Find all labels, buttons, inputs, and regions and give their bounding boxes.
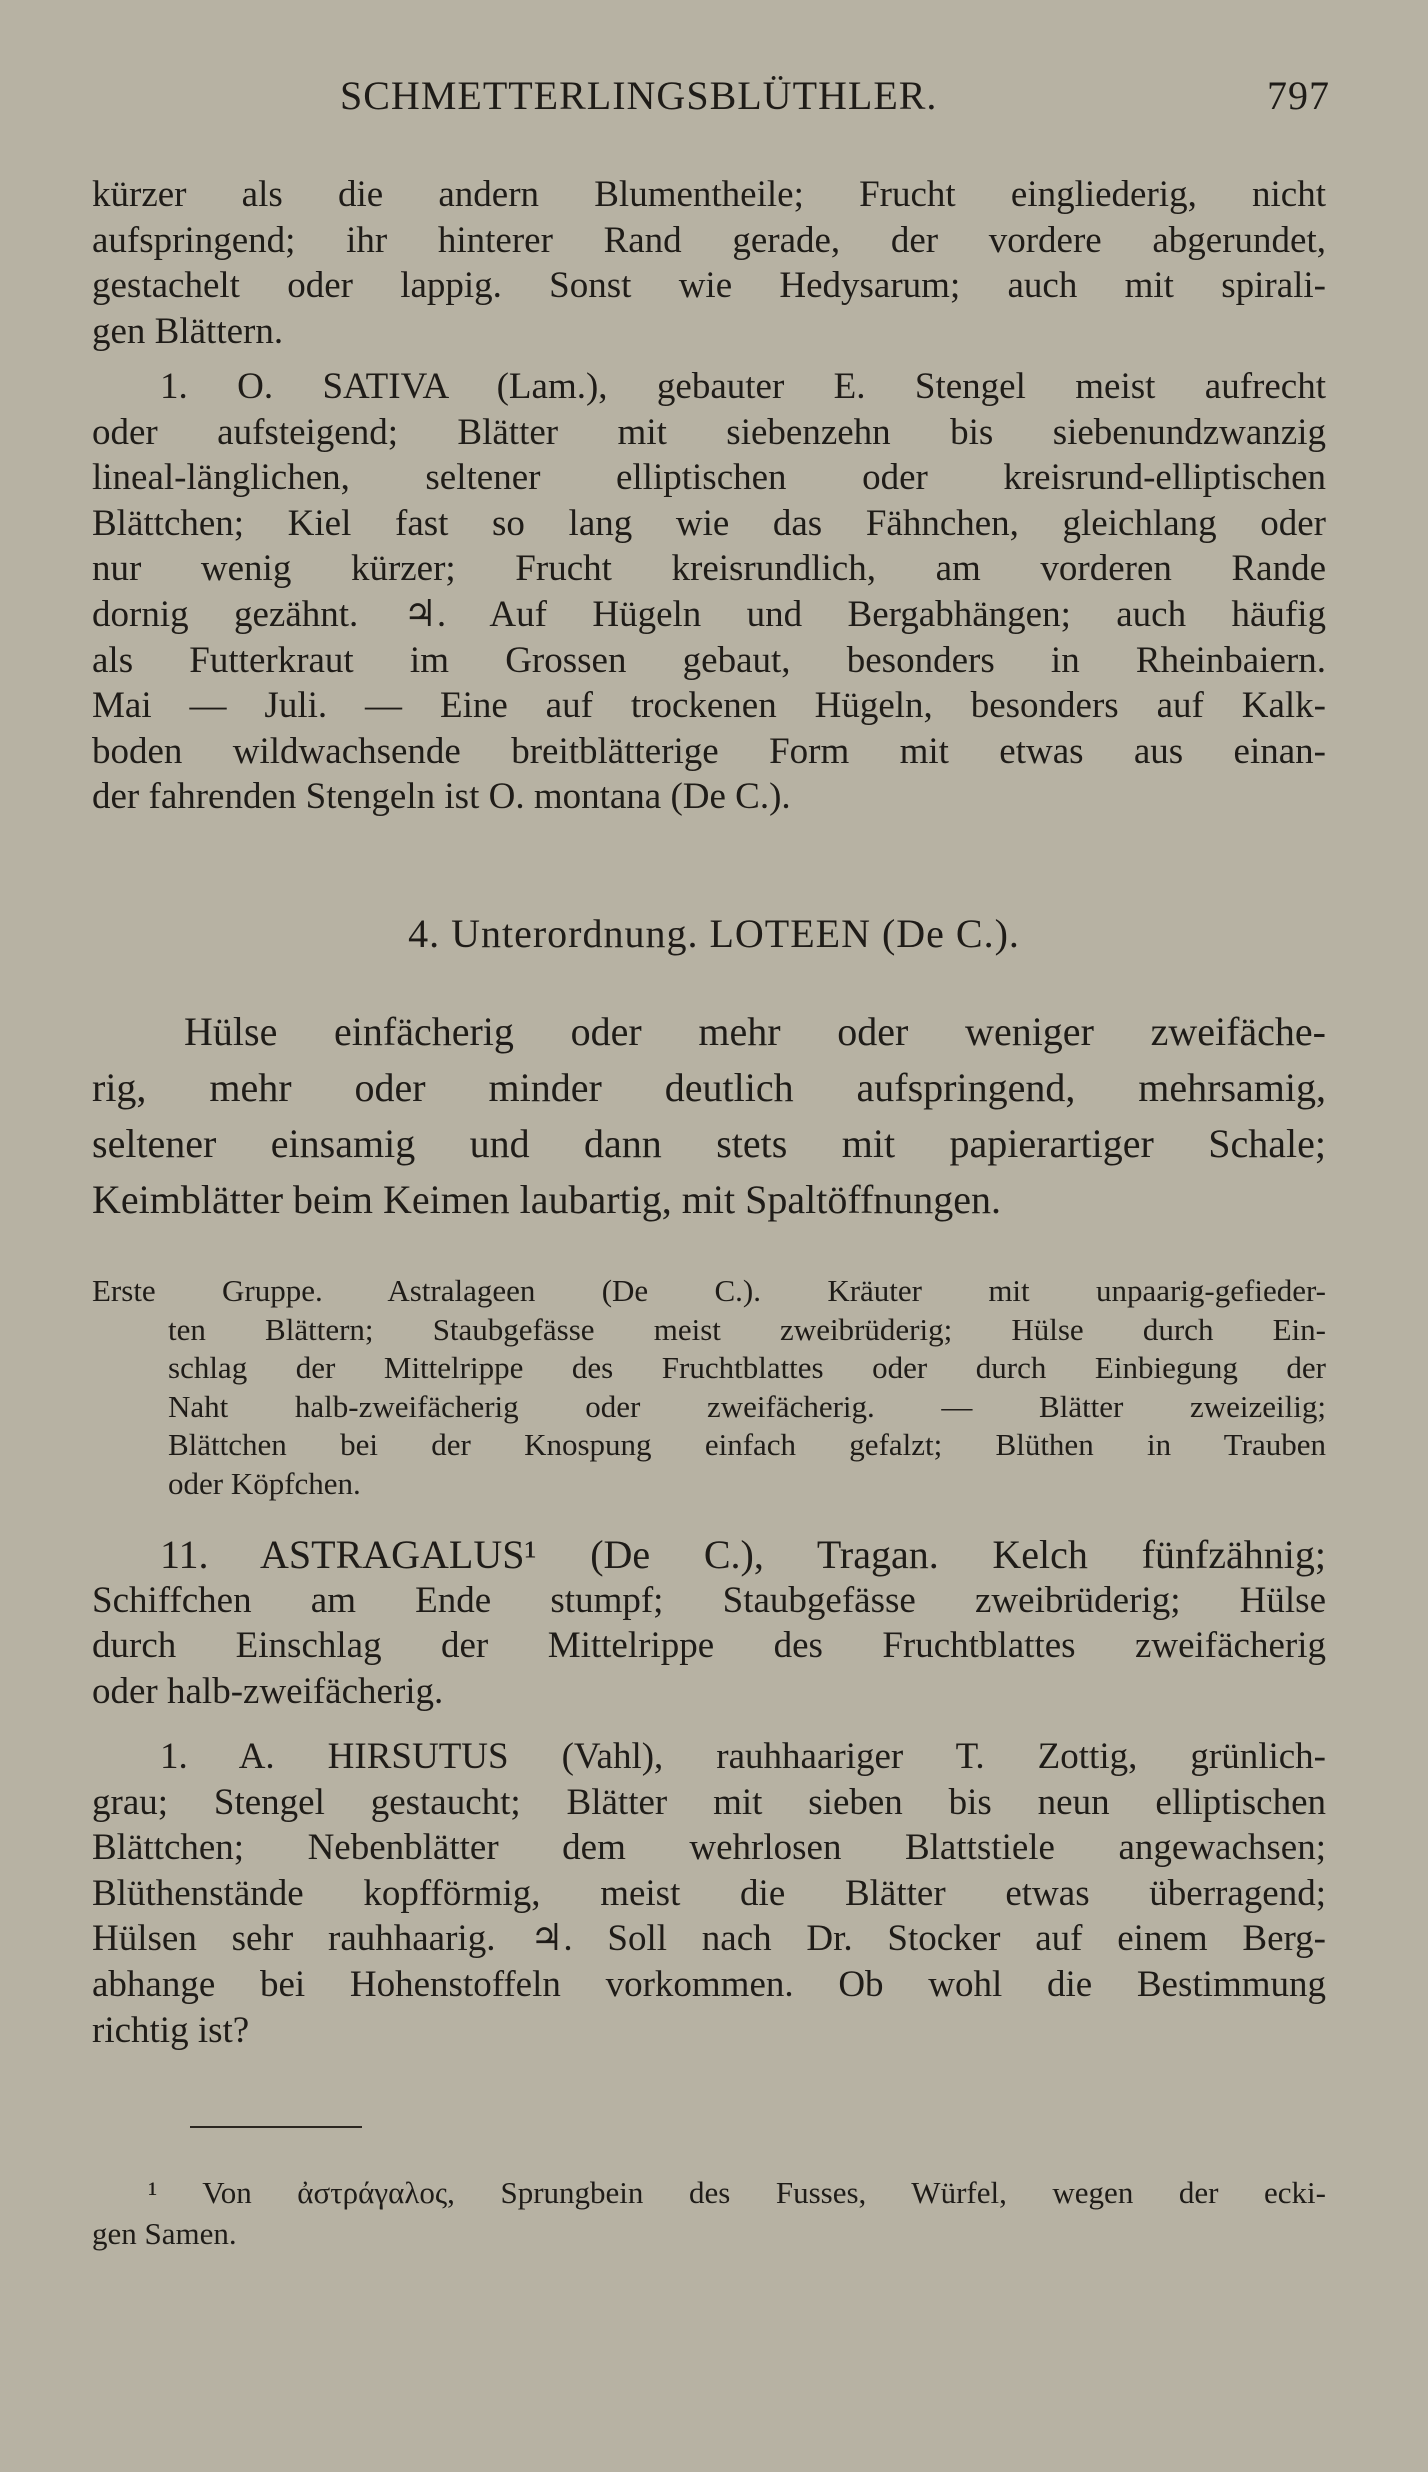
paragraph-a-hirsutus bbox=[92, 1734, 1326, 2053]
text-line: Hülsen sehr rauhhaarig. ♃. Soll nach Dr. Stocker auf einem Berg- bbox=[92, 1918, 1326, 1960]
text-line: gen Blättern. bbox=[92, 310, 284, 352]
text-line: Blättchen; Nebenblätter dem wehrlosen Blattstiele angewachsen; bbox=[92, 1827, 1326, 1869]
text-line: Blättchen bei der Knospung einfach gefalzt; Blüthen in Trauben bbox=[168, 1427, 1326, 1462]
text-line: grau; Stengel gestaucht; Blätter mit sieben bis neun elliptischen bbox=[92, 1781, 1326, 1823]
text-line: dornig gezähnt. ♃. Auf Hügeln und Bergabhängen; auch häufig bbox=[92, 593, 1326, 635]
section-heading: 4. Unterordnung. LOTEEN (De C.). bbox=[408, 911, 1020, 956]
text-line: Naht halb-zweifächerig oder zweifächerig. — Blätter zweizeilig; bbox=[168, 1388, 1326, 1424]
running-title: SCHMETTERLINGSBLÜTHLER. bbox=[340, 73, 938, 118]
text-line: aufspringend; ihr hinterer Rand gerade, der vordere abgerundet, bbox=[92, 219, 1326, 261]
text-line: gen Samen. bbox=[92, 2216, 237, 2251]
paragraph-astralageen bbox=[92, 1272, 1326, 1503]
paragraph-onobrychis-continued bbox=[92, 172, 1326, 354]
text-line: 1. O. SATIVA (Lam.), gebauter E. Stengel meist aufrecht bbox=[160, 366, 1326, 407]
text-line: oder aufsteigend; Blätter mit siebenzehn bis siebenundzwanzig bbox=[92, 411, 1326, 453]
text-line: abhange bei Hohenstoffeln vorkommen. Ob wohl die Bestimmung bbox=[92, 1963, 1326, 2005]
page-number: 797 bbox=[1267, 73, 1330, 118]
text-line: Blüthenstände kopfförmig, meist die Blätter etwas überragend; bbox=[92, 1872, 1326, 1914]
text-line: als Futterkraut im Grossen gebaut, besonders in Rheinbaiern. bbox=[92, 639, 1326, 681]
text-line: gestachelt oder lappig. Sonst wie Hedysarum; auch mit spirali- bbox=[92, 265, 1326, 307]
text-line: richtig ist? bbox=[92, 2009, 250, 2051]
text-line: durch Einschlag der Mittelrippe des Fruchtblattes zweifächerig bbox=[92, 1625, 1326, 1667]
running-header bbox=[340, 72, 1330, 124]
paragraph-o-sativa bbox=[92, 364, 1326, 820]
text-line: rig, mehr oder minder deutlich aufspringend, mehrsamig, bbox=[92, 1065, 1326, 1110]
paragraph-astragalus bbox=[92, 1532, 1326, 1714]
text-line: Erste Gruppe. Astralageen (De C.). Kräuter mit unpaarig-gefieder- bbox=[92, 1273, 1326, 1308]
text-line: 1. A. HIRSUTUS (Vahl), rauhhaariger T. Zottig, grünlich- bbox=[160, 1736, 1326, 1777]
text-line: kürzer als die andern Blumentheile; Frucht eingliederig, nicht bbox=[92, 174, 1326, 215]
footnote-divider bbox=[190, 2126, 362, 2128]
text-line: boden wildwachsende breitblätterige Form mit etwas aus einan- bbox=[92, 730, 1326, 772]
footnote bbox=[92, 2172, 1326, 2254]
text-line: seltener einsamig und dann stets mit papierartiger Schale; bbox=[92, 1121, 1326, 1166]
text-line: Hülse einfächerig oder mehr oder weniger zweifäche- bbox=[184, 1009, 1326, 1054]
text-line: der fahrenden Stengeln ist O. montana (De C.). bbox=[92, 776, 791, 818]
text-line: oder Köpfchen. bbox=[168, 1465, 361, 1501]
text-line: 11. ASTRAGALUS¹ (De C.), Tragan. Kelch fünfzähnig; bbox=[160, 1532, 1326, 1577]
text-line: oder halb-zweifächerig. bbox=[92, 1670, 444, 1712]
text-line: Mai — Juli. — Eine auf trockenen Hügeln, besonders auf Kalk- bbox=[92, 685, 1326, 727]
text-line: ¹ Von ἀστράγαλος, Sprungbein des Fusses, Würfel, wegen der ecki- bbox=[148, 2175, 1326, 2210]
text-line: nur wenig kürzer; Frucht kreisrundlich, am vorderen Rande bbox=[92, 548, 1326, 590]
text-line: ten Blättern; Staubgefässe meist zweibrüderig; Hülse durch Ein- bbox=[168, 1311, 1326, 1347]
text-line: lineal-länglichen, seltener elliptischen oder kreisrund-elliptischen bbox=[92, 457, 1326, 499]
text-line: schlag der Mittelrippe des Fruchtblattes oder durch Einbiegung der bbox=[168, 1350, 1326, 1385]
text-line: Schiffchen am Ende stumpf; Staubgefässe zweibrüderig; Hülse bbox=[92, 1579, 1326, 1621]
text-line: Blättchen; Kiel fast so lang wie das Fähnchen, gleichlang oder bbox=[92, 502, 1326, 544]
text-line: Keimblätter beim Keimen laubartig, mit Spaltöffnungen. bbox=[92, 1177, 1002, 1222]
paragraph-loteen-description bbox=[92, 1004, 1326, 1228]
